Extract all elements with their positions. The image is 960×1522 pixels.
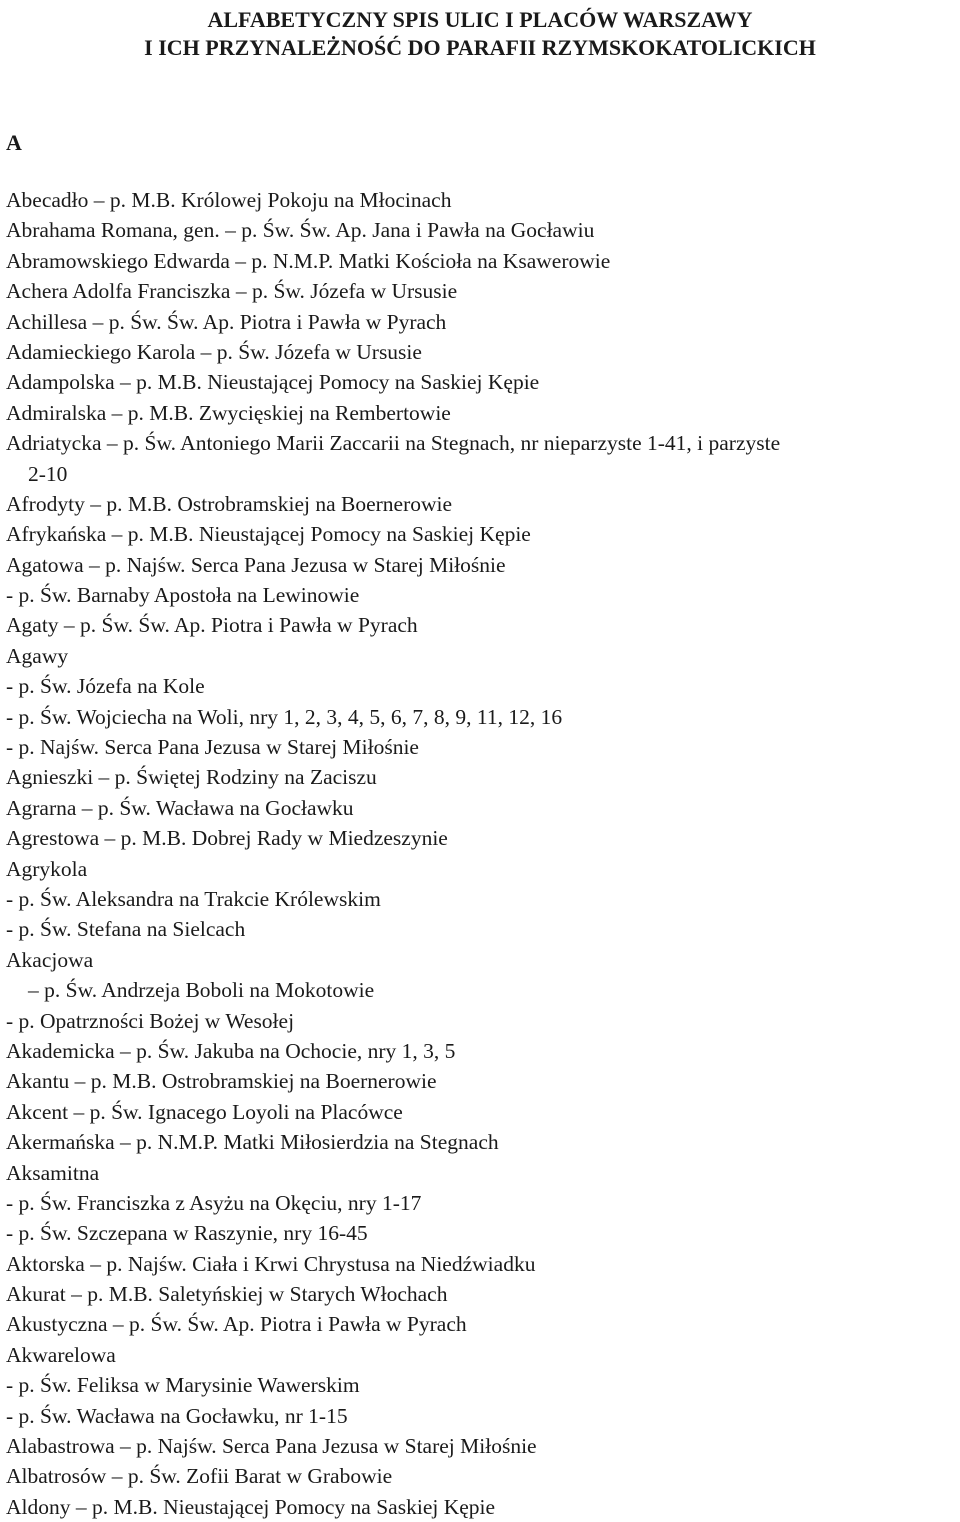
street-entry: Akacjowa [6, 947, 94, 972]
street-entry-continuation: 2-10 [28, 461, 68, 486]
street-entry: Akademicka – p. Św. Jakuba na Ochocie, nry 1, 3, 5 [6, 1038, 456, 1063]
street-entry: Agawy [6, 643, 69, 668]
street-entry: Agrarna – p. Św. Wacława na Gocławku [6, 795, 354, 820]
street-entry: Abramowskiego Edwarda – p. N.M.P. Matki Kościoła na Ksawerowie [6, 248, 611, 273]
street-entry: Akantu – p. M.B. Ostrobramskiej na Boernerowie [6, 1069, 437, 1094]
street-entry: Adamieckiego Karola – p. Św. Józefa w Ursusie [6, 339, 422, 364]
street-entry: Agaty – p. Św. Św. Ap. Piotra i Pawła w Pyrach [6, 613, 418, 638]
parish-subentry: - p. Opatrzności Bożej w Wesołej [6, 1008, 295, 1033]
section-letter-heading: A [6, 130, 22, 155]
title-line-2: I ICH PRZYNALEŻNOŚĆ DO PARAFII RZYMSKOKATOLICKICH [144, 35, 816, 60]
street-entry: Afrodyty – p. M.B. Ostrobramskiej na Boernerowie [6, 491, 453, 516]
street-entry: Abecadło – p. M.B. Królowej Pokoju na Młocinach [6, 188, 452, 212]
parish-subentry: - p. Św. Wojciecha na Woli, nry 1, 2, 3, 4, 5, 6, 7, 8, 9, 11, 12, 16 [6, 704, 563, 729]
title-line-1: ALFABETYCZNY SPIS ULIC I PLACÓW WARSZAWY [207, 7, 753, 32]
parish-subentry: - p. Św. Szczepana w Raszynie, nry 16-45 [6, 1221, 368, 1246]
street-entry: Agnieszki – p. Świętej Rodziny na Zaciszu [6, 765, 377, 790]
document-title [0, 6, 960, 62]
parish-subentry: - p. Św. Aleksandra na Trakcie Królewskim [6, 886, 381, 911]
parish-subentry: - p. Św. Barnaby Apostoła na Lewinowie [6, 583, 360, 608]
parish-subentry: – p. Św. Andrzeja Boboli na Mokotowie [28, 978, 375, 1003]
street-entry: Agatowa – p. Najśw. Serca Pana Jezusa w Starej Miłośnie [6, 552, 506, 577]
street-entry: Akustyczna – p. Św. Św. Ap. Piotra i Pawła w Pyrach [6, 1312, 467, 1337]
street-entry: Adampolska – p. M.B. Nieustającej Pomocy na Saskiej Kępie [6, 370, 540, 395]
street-entry: Albatrosów – p. Św. Zofii Barat w Grabowie [6, 1464, 393, 1489]
street-entry: Agrykola [6, 856, 88, 881]
street-entry: Afrykańska – p. M.B. Nieustającej Pomocy na Saskiej Kępie [6, 522, 531, 547]
parish-subentry: - p. Św. Józefa na Kole [6, 674, 205, 699]
street-entry: Agrestowa – p. M.B. Dobrej Rady w Miedzeszynie [6, 826, 448, 851]
street-entry: Akcent – p. Św. Ignacego Loyoli na Placówce [6, 1099, 403, 1124]
street-entry: Akermańska – p. N.M.P. Matki Miłosierdzia na Stegnach [6, 1130, 499, 1155]
parish-subentry: - p. Św. Franciszka z Asyżu na Okęciu, nry 1-17 [6, 1190, 422, 1215]
street-entry: Akwarelowa [6, 1342, 116, 1367]
street-entry: Aktorska – p. Najśw. Ciała i Krwi Chrystusa na Niedźwiadku [6, 1251, 536, 1276]
street-entry: Aldony – p. M.B. Nieustającej Pomocy na Saskiej Kępie [6, 1494, 496, 1519]
parish-subentry: - p. Św. Stefana na Sielcach [6, 917, 246, 942]
street-entry: Aksamitna [6, 1160, 100, 1185]
parish-subentry: - p. Św. Feliksa w Marysinie Wawerskim [6, 1373, 360, 1398]
street-entry: Adriatycka – p. Św. Antoniego Marii Zaccarii na Stegnach, nr nieparzyste 1-41, i parzyste [6, 431, 781, 456]
parish-subentry: - p. Najśw. Serca Pana Jezusa w Starej Miłośnie [6, 735, 419, 760]
street-entry: Alabastrowa – p. Najśw. Serca Pana Jezusa w Starej Miłośnie [6, 1434, 537, 1459]
street-entry: Akurat – p. M.B. Saletyńskiej w Starych Włochach [6, 1282, 448, 1307]
street-entry: Achillesa – p. Św. Św. Ap. Piotra i Pawła w Pyrach [6, 309, 447, 334]
street-entry: Abrahama Romana, gen. – p. Św. Św. Ap. Jana i Pawła na Gocławiu [6, 218, 595, 243]
parish-subentry: - p. Św. Wacława na Gocławku, nr 1-15 [6, 1403, 348, 1428]
street-entry: Achera Adolfa Franciszka – p. Św. Józefa w Ursusie [6, 279, 458, 304]
street-entry: Admiralska – p. M.B. Zwycięskiej na Rembertowie [6, 400, 451, 425]
street-list [6, 185, 956, 1522]
